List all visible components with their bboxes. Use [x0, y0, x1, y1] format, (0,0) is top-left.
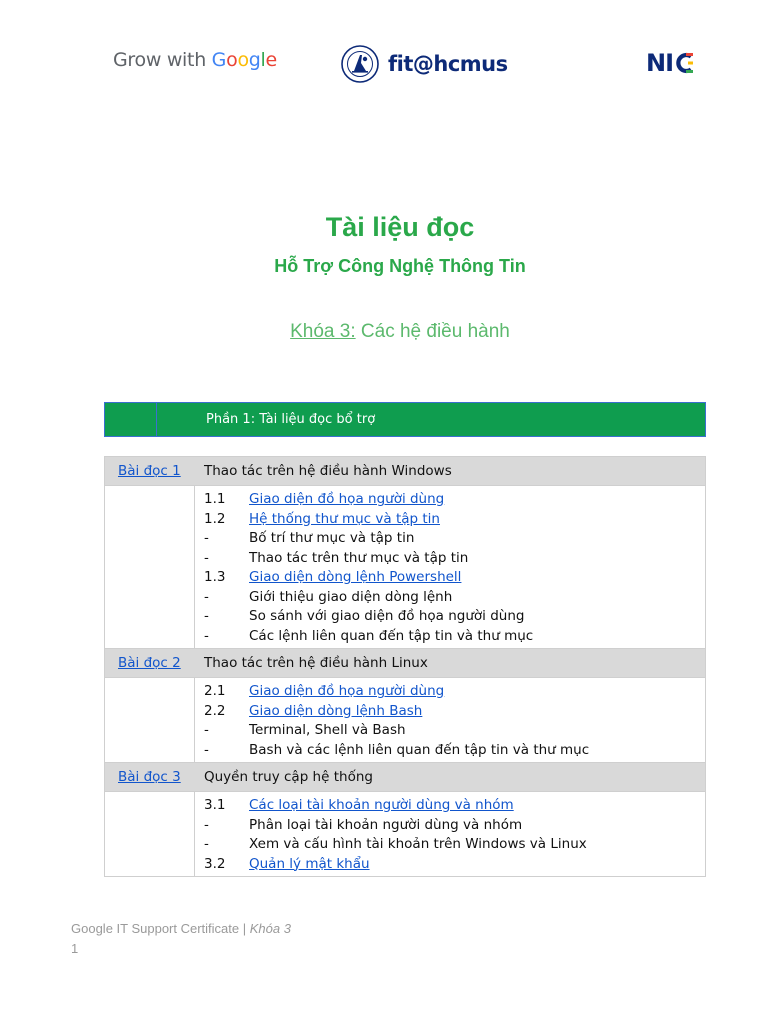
lesson-content: [105, 677, 705, 762]
topic-item: [105, 741, 705, 761]
topic-link[interactable]: Giao diện dòng lệnh Bash: [249, 702, 423, 719]
document-title: Tài liệu đọc: [325, 212, 475, 242]
grow-with-google-logo: [113, 49, 277, 71]
topic-item: [105, 835, 705, 855]
topic-text: Giới thiệu giao diện dòng lệnh: [249, 588, 453, 605]
topic-number: 3.1: [204, 797, 226, 813]
page-number: 1: [71, 941, 79, 956]
course-heading: [0, 321, 768, 343]
lesson-link[interactable]: Bài đọc 1: [118, 463, 181, 479]
section-header: [104, 402, 706, 437]
lesson-title: Thao tác trên hệ điều hành Windows: [204, 463, 452, 479]
fit-hcmus-wordmark: fit@hcmus: [388, 52, 508, 76]
course-link[interactable]: Khóa 3:: [290, 321, 356, 342]
topic-item: [105, 816, 705, 836]
topic-number: 3.2: [204, 855, 226, 872]
topic-link[interactable]: Quản lý mật khẩu: [249, 855, 370, 872]
topic-number: -: [204, 722, 209, 738]
topic-number: -: [204, 816, 209, 833]
topic-number: 1.2: [204, 510, 226, 527]
topic-link[interactable]: Giao diện đồ họa người dùng: [249, 491, 445, 507]
topic-link[interactable]: Giao diện đồ họa người dùng: [249, 683, 445, 699]
google-letter: o: [226, 49, 238, 71]
google-letter: o: [237, 49, 249, 71]
topic-number: 1.1: [204, 491, 226, 507]
google-letter: e: [265, 49, 277, 71]
topic-link[interactable]: Hệ thống thư mục và tập tin: [249, 510, 440, 527]
google-letter: l: [260, 49, 266, 71]
grow-prefix: Grow with: [113, 49, 212, 71]
topic-text: Thao tác trên thư mục và tập tin: [249, 549, 469, 566]
course-name: Các hệ điều hành: [355, 321, 510, 342]
fit-hcmus-logo: [341, 45, 508, 83]
topic-item: [105, 721, 705, 741]
footer-course: Khóa 3: [249, 921, 291, 936]
topic-text: Bash và các lệnh liên quan đến tập tin và thư mục: [249, 741, 590, 758]
page-footer: [71, 919, 291, 959]
topic-number: -: [204, 608, 209, 624]
topic-number: -: [204, 836, 209, 852]
topic-number: -: [204, 549, 209, 566]
topic-text: Xem và cấu hình tài khoản trên Windows và Linux: [249, 836, 587, 852]
topic-text: Terminal, Shell và Bash: [249, 722, 406, 738]
lesson-header-row: [105, 648, 705, 677]
topic-number: 2.1: [204, 683, 226, 699]
topic-item: [105, 627, 705, 647]
topic-item: [105, 607, 705, 627]
topic-item: [105, 855, 705, 875]
topic-number: 2.2: [204, 702, 226, 719]
lesson-header-row: [105, 457, 705, 485]
topic-number: -: [204, 588, 209, 605]
topic-item: [105, 549, 705, 569]
topic-item: [105, 796, 705, 816]
lesson-title: Quyền truy cập hệ thống: [204, 769, 373, 785]
lesson-content: [105, 485, 705, 648]
nic-c-icon: [674, 52, 694, 74]
lesson-link[interactable]: Bài đọc 2: [118, 655, 181, 671]
topic-item: [105, 568, 705, 588]
topic-number: -: [204, 627, 209, 644]
topic-text: Bố trí thư mục và tập tin: [249, 530, 415, 546]
lesson-header-row: [105, 762, 705, 791]
google-wordmark: [212, 49, 277, 71]
topic-number: -: [204, 741, 209, 758]
nic-wordmark: NI: [646, 49, 674, 77]
topic-link[interactable]: Các loại tài khoản người dùng và nhóm: [249, 797, 514, 813]
lesson-link[interactable]: Bài đọc 3: [118, 769, 181, 785]
topic-text: Phân loại tài khoản người dùng và nhóm: [249, 816, 523, 833]
topic-text: So sánh với giao diện đồ họa người dùng: [249, 608, 525, 624]
lesson-content: [105, 791, 705, 876]
nic-logo: [646, 49, 694, 77]
topic-link[interactable]: Giao diện dòng lệnh Powershell: [249, 569, 462, 585]
topic-number: -: [204, 530, 209, 546]
topic-item: [105, 490, 705, 510]
footer-certificate: Google IT Support Certificate |: [71, 921, 250, 936]
topic-item: [105, 588, 705, 608]
google-letter: G: [211, 49, 227, 71]
topic-item: [105, 529, 705, 549]
topic-item: [105, 682, 705, 702]
topic-text: Các lệnh liên quan đến tập tin và thư mục: [249, 627, 534, 644]
topic-item: [105, 510, 705, 530]
lesson-title: Thao tác trên hệ điều hành Linux: [204, 655, 428, 671]
google-letter: g: [248, 49, 261, 71]
document-subtitle: Hỗ Trợ Công Nghệ Thông Tin: [274, 256, 526, 276]
topic-item: [105, 702, 705, 722]
section-title: Phần 1: Tài liệu đọc bổ trợ: [206, 412, 376, 427]
university-seal-icon: [341, 45, 379, 83]
section-header-divider: [156, 403, 157, 436]
topic-number: 1.3: [204, 569, 226, 585]
reading-table: [104, 456, 706, 877]
